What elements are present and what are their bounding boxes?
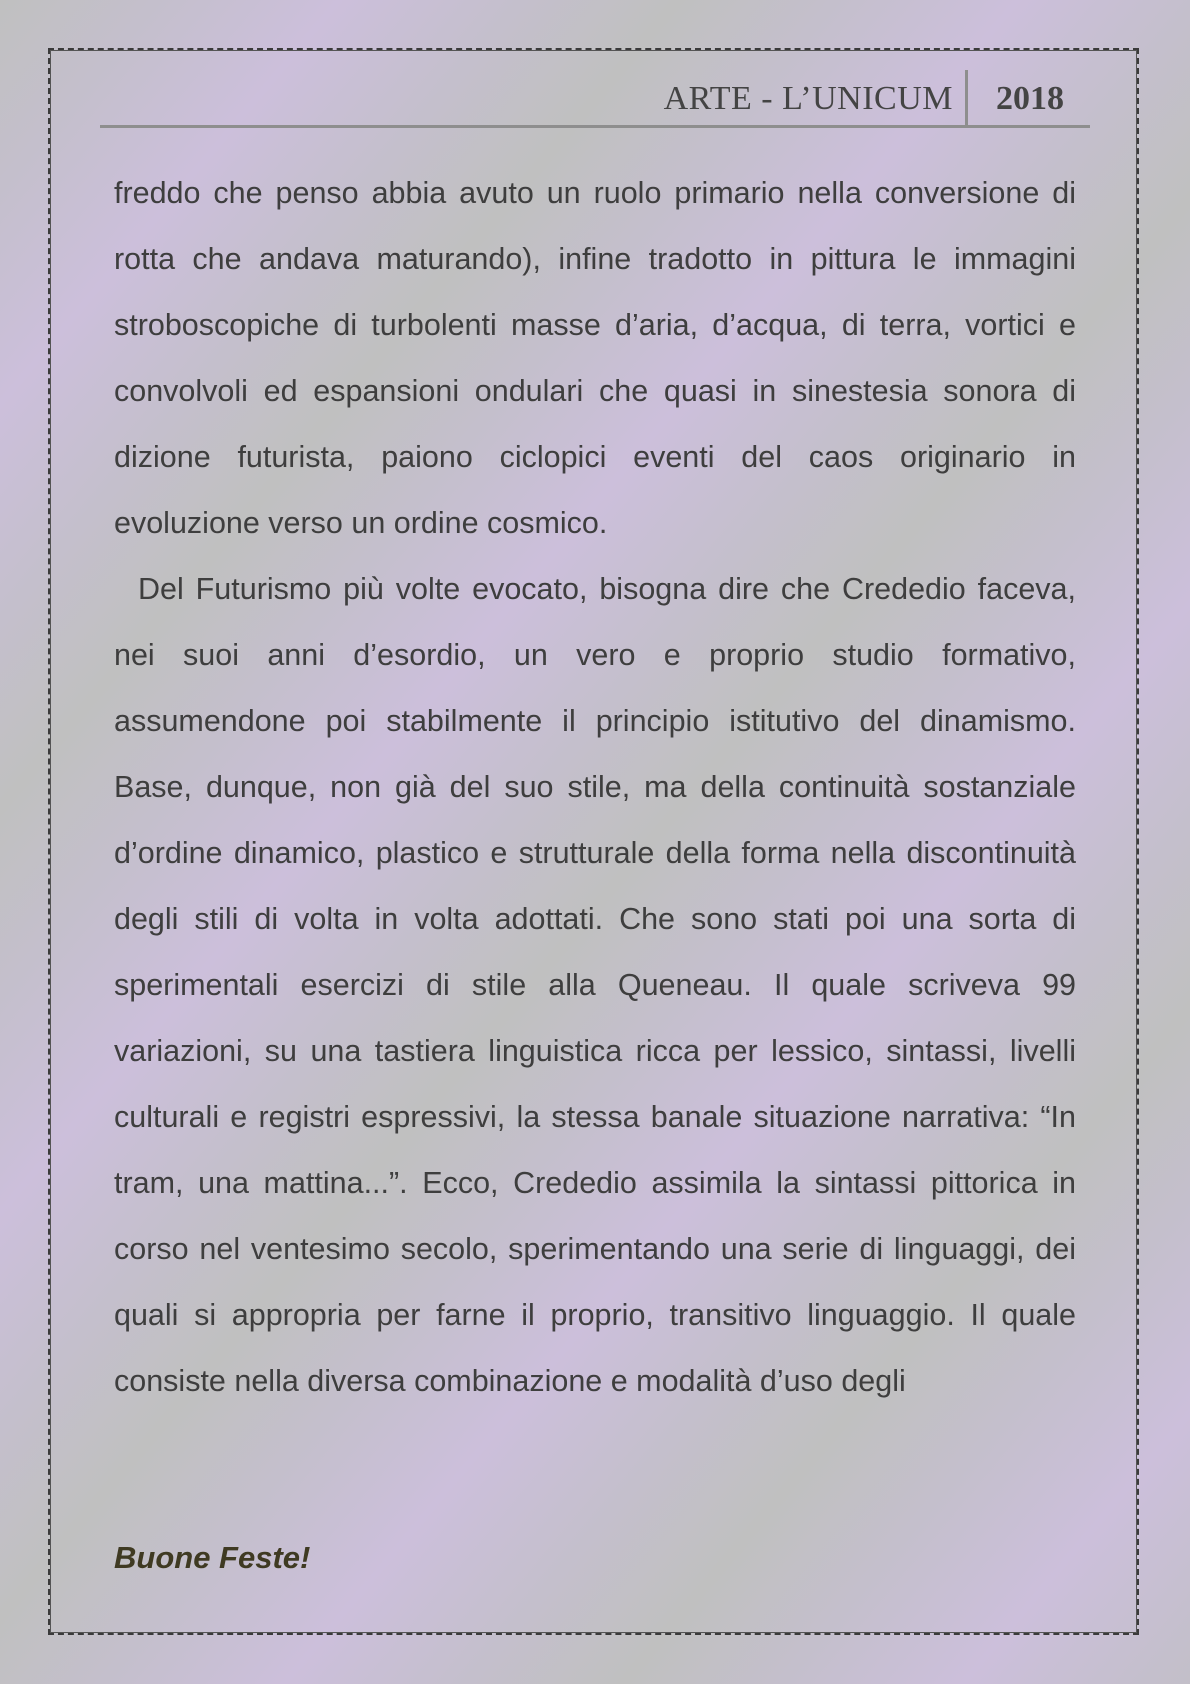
header-year: 2018 [996,80,1064,117]
paragraph-1: freddo che penso abbia avuto un ruolo primario nella conversione di rotta che andava maturando), infine tradotto in pittura le immagini stroboscopiche di turbolenti masse d’aria, d’acqua, di terra, vortici e convolvoli ed espansioni ondulari che quasi in sinestesia sonora di dizione futurista, paiono ciclopici eventi del caos originario in evoluzione verso un ordine cosmico. [114,176,1076,540]
running-header [100,68,1090,128]
article-body [114,160,1076,1414]
paragraph-2: Del Futurismo più volte evocato, bisogna dire che Crededio faceva, nei suoi anni d’esordio, un vero e proprio studio formativo, assumendone poi stabilmente il principio istitutivo del dinamismo. Base, dunque, non già del suo stile, ma della continuità sostanziale d’ordine dinamico, plastico e strutturale della forma nella discontinuità degli stili di volta in volta adottati. Che sono stati poi una sorta di sperimentali esercizi di stile alla Queneau. Il quale scriveva 99 variazioni, su una tastiera linguistica ricca per lessico, sintassi, livelli culturali e registri espressivi, la stessa banale situazione narrativa: “In tram, una mattina...”. Ecco, Crededio assimila la sintassi pittorica in corso nel ventesimo secolo, sperimentando una serie di linguaggi, dei quali si appropria per farne il proprio, transitivo linguaggio. Il quale consiste nella diversa combinazione e modalità d’uso degli [114,572,1076,1398]
header-title: ARTE - L’UNICUM [663,80,953,117]
holiday-greeting: Buone Feste! [114,1540,311,1575]
header-divider [965,70,968,128]
